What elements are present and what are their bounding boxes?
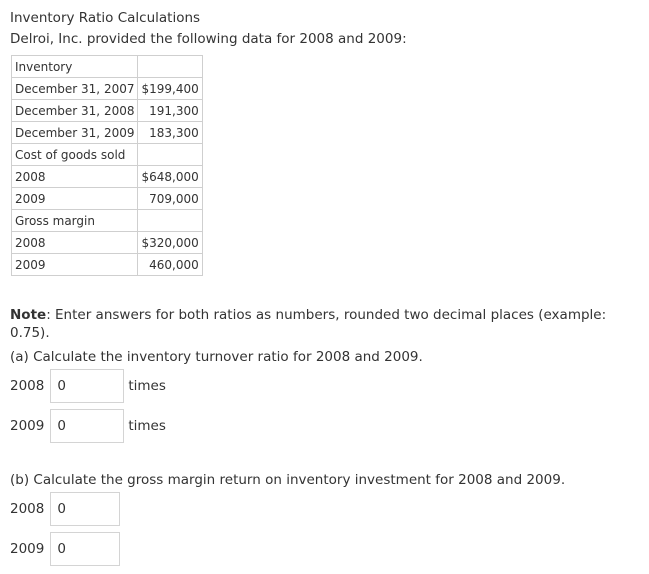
answer-year-label: 2008 bbox=[10, 501, 45, 517]
table-row bbox=[12, 166, 203, 188]
answer-row-b-2009 bbox=[10, 530, 120, 568]
row-value: 183,300 bbox=[138, 122, 202, 144]
row-label: December 31, 2009 bbox=[12, 122, 138, 144]
data-table bbox=[11, 55, 203, 276]
answer-row-b-2008 bbox=[10, 490, 120, 528]
note-body: : Enter answers for both ratios as numbers, rounded two decimal places (example: 0.75). bbox=[10, 307, 607, 341]
row-value: $320,000 bbox=[138, 232, 202, 254]
note-label: Note bbox=[10, 307, 47, 323]
row-value: 709,000 bbox=[138, 188, 202, 210]
answer-unit-label: times bbox=[128, 378, 166, 394]
section-label-gross-margin: Gross margin bbox=[12, 210, 138, 232]
row-label: 2009 bbox=[12, 254, 138, 276]
table-row bbox=[12, 122, 203, 144]
table-row bbox=[12, 78, 203, 100]
table-row bbox=[12, 188, 203, 210]
section-label-cogs: Cost of goods sold bbox=[12, 144, 138, 166]
question-a: (a) Calculate the inventory turnover ratio for 2008 and 2009. bbox=[10, 349, 423, 365]
row-value: 460,000 bbox=[138, 254, 202, 276]
row-label: 2008 bbox=[12, 166, 138, 188]
table-row bbox=[12, 232, 203, 254]
row-value: 191,300 bbox=[138, 100, 202, 122]
intro-text: Delroi, Inc. provided the following data for 2008 and 2009: bbox=[10, 31, 407, 47]
gmroi-2009-input[interactable]: 0 bbox=[50, 532, 120, 566]
table-row bbox=[12, 144, 203, 166]
row-label: December 31, 2008 bbox=[12, 100, 138, 122]
turnover-2009-input[interactable]: 0 bbox=[50, 409, 124, 443]
note-text bbox=[10, 306, 649, 342]
table-row bbox=[12, 210, 203, 232]
answer-year-label: 2009 bbox=[10, 541, 45, 557]
table-row bbox=[12, 254, 203, 276]
answer-row-a-2008 bbox=[10, 367, 166, 405]
table-cell bbox=[138, 56, 202, 78]
gmroi-2008-input[interactable]: 0 bbox=[50, 492, 120, 526]
table-cell bbox=[138, 144, 202, 166]
question-b: (b) Calculate the gross margin return on inventory investment for 2008 and 2009. bbox=[10, 472, 566, 488]
turnover-2008-input[interactable]: 0 bbox=[50, 369, 124, 403]
row-label: December 31, 2007 bbox=[12, 78, 138, 100]
answer-year-label: 2008 bbox=[10, 378, 45, 394]
table-cell bbox=[138, 210, 202, 232]
answer-unit-label: times bbox=[128, 418, 166, 434]
answer-row-a-2009 bbox=[10, 407, 166, 445]
row-label: 2009 bbox=[12, 188, 138, 210]
answer-year-label: 2009 bbox=[10, 418, 45, 434]
row-value: $648,000 bbox=[138, 166, 202, 188]
section-label-inventory: Inventory bbox=[12, 56, 138, 78]
table-row bbox=[12, 56, 203, 78]
page-title: Inventory Ratio Calculations bbox=[10, 10, 201, 26]
row-label: 2008 bbox=[12, 232, 138, 254]
row-value: $199,400 bbox=[138, 78, 202, 100]
table-row bbox=[12, 100, 203, 122]
